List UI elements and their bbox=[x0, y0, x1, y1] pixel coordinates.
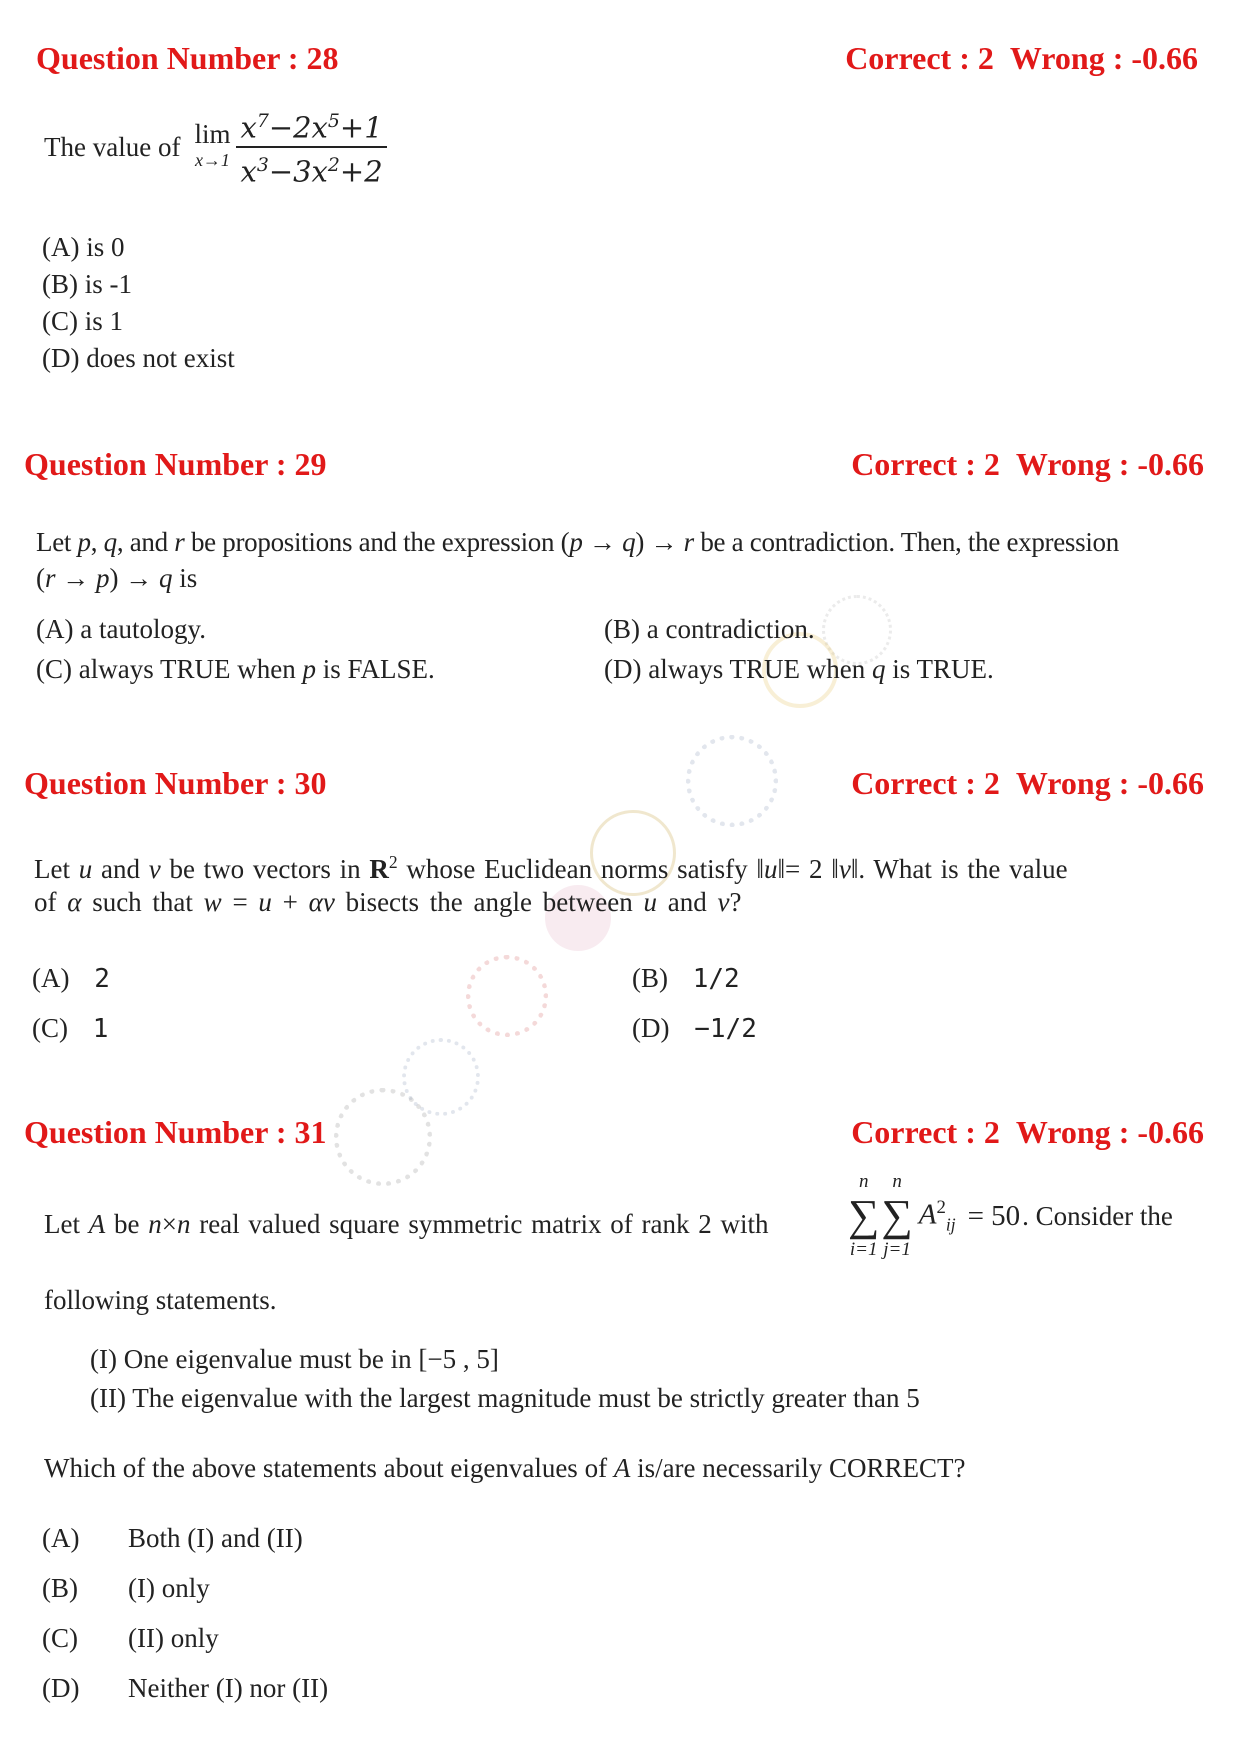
question-31-stem-line-2: following statements. bbox=[44, 1285, 277, 1315]
option-letter: (D) bbox=[632, 1013, 670, 1043]
option-b[interactable] bbox=[42, 1573, 210, 1604]
wrong-marks: Wrong : -0.66 bbox=[1009, 40, 1198, 76]
option-c[interactable] bbox=[32, 1013, 108, 1044]
option-value: 1 bbox=[92, 1014, 109, 1044]
option-a[interactable] bbox=[42, 1523, 303, 1554]
wrong-marks: Wrong : -0.66 bbox=[1015, 446, 1204, 482]
question-number-31: Question Number : 31 bbox=[24, 1114, 327, 1150]
option-d[interactable] bbox=[42, 1673, 329, 1704]
sum-i: n ∑ i=1 bbox=[848, 1171, 880, 1260]
wrong-marks: Wrong : -0.66 bbox=[1015, 765, 1204, 801]
correct-marks: Correct : 2 bbox=[851, 446, 1000, 482]
statement-2: (II) The eigenvalue with the largest magnitude must be strictly greater than 5 bbox=[90, 1383, 920, 1413]
correct-marks: Correct : 2 bbox=[851, 1114, 1000, 1150]
option-text: (II) only bbox=[128, 1623, 219, 1653]
watermark-seal-8 bbox=[334, 1088, 432, 1186]
option-d[interactable]: (D) always TRUE when q is TRUE. bbox=[604, 654, 994, 684]
option-value: −1/2 bbox=[694, 1014, 757, 1044]
question-29-stem-line-1: Let p, q, and r be propositions and the expression (p → q) → r be a contradiction. Then, the expression bbox=[36, 527, 1119, 557]
option-text: Neither (I) nor (II) bbox=[128, 1673, 329, 1703]
watermark-seal-6 bbox=[466, 955, 548, 1037]
scoring-30 bbox=[851, 765, 1204, 802]
option-letter: (B) bbox=[42, 1573, 78, 1603]
correct-marks: Correct : 2 bbox=[851, 765, 1000, 801]
option-b[interactable]: (B) a contradiction. bbox=[604, 614, 815, 644]
statement-1: (I) One eigenvalue must be in [−5 , 5] bbox=[90, 1344, 499, 1374]
question-29-stem-line-2: (r → p) → q is bbox=[36, 563, 198, 593]
double-sum-expression bbox=[848, 1170, 1173, 1262]
wrong-marks: Wrong : -0.66 bbox=[1015, 1114, 1204, 1150]
question-30-stem-line-2: of α such that w = u + αv bisects the angle between u and v? bbox=[34, 887, 742, 917]
watermark-seal-3 bbox=[686, 735, 778, 827]
limit-fraction bbox=[236, 104, 386, 189]
option-c[interactable] bbox=[42, 1623, 219, 1654]
option-d[interactable]: (D) does not exist bbox=[42, 343, 235, 373]
option-letter: (C) bbox=[32, 1013, 68, 1043]
option-text: Both (I) and (II) bbox=[128, 1523, 303, 1553]
scoring-29 bbox=[851, 446, 1204, 483]
question-31-stem-line-1: Let A be n×n real valued square symmetric matrix of rank 2 with bbox=[44, 1209, 769, 1239]
question-31-prompt: Which of the above statements about eigenvalues of A is/are necessarily CORRECT? bbox=[44, 1453, 966, 1483]
limit-operator: lim x→1 bbox=[194, 118, 231, 170]
option-c[interactable]: (C) is 1 bbox=[42, 306, 123, 336]
option-a[interactable] bbox=[32, 963, 110, 994]
option-d[interactable] bbox=[632, 1013, 757, 1044]
fraction-denominator: $x^3-3x^2+2$ bbox=[240, 154, 383, 189]
option-b[interactable]: (B) is -1 bbox=[42, 269, 132, 299]
correct-marks: Correct : 2 bbox=[845, 40, 994, 76]
option-a[interactable]: (A) a tautology. bbox=[36, 614, 206, 644]
option-c[interactable]: (C) always TRUE when p is FALSE. bbox=[36, 654, 435, 684]
question-number-29: Question Number : 29 bbox=[24, 446, 327, 482]
matrix-entry-squared: $A^2_{ij}$ bbox=[918, 1196, 956, 1235]
question-28-stem bbox=[44, 104, 387, 189]
question-number-28: Question Number : 28 bbox=[36, 40, 339, 76]
option-letter: (D) bbox=[42, 1673, 80, 1703]
option-letter: (C) bbox=[42, 1623, 78, 1653]
scoring-28 bbox=[845, 40, 1198, 77]
fraction-numerator: $x^7-2x^5+1$ bbox=[236, 104, 386, 148]
scoring-31 bbox=[851, 1114, 1204, 1151]
option-letter: (A) bbox=[32, 963, 70, 993]
question-number-30: Question Number : 30 bbox=[24, 765, 327, 801]
sum-equals: = 50 bbox=[967, 1199, 1021, 1232]
option-letter: (A) bbox=[42, 1523, 80, 1553]
question-30-stem-line-1: Let u and v be two vectors in $R^2$ whose Euclidean norms satisfy ‖u‖= 2 ‖v‖. What is the value bbox=[34, 852, 1068, 884]
sum-j: n ∑ j=1 bbox=[881, 1171, 913, 1260]
stem-prefix: The value of bbox=[44, 131, 181, 162]
stem-line-1-tail: . Consider the bbox=[1022, 1201, 1173, 1231]
option-text: (I) only bbox=[128, 1573, 210, 1603]
option-b[interactable] bbox=[632, 963, 740, 994]
option-value: 2 bbox=[94, 964, 110, 994]
option-letter: (B) bbox=[632, 963, 668, 993]
option-value: 1/2 bbox=[692, 964, 740, 994]
option-a[interactable]: (A) is 0 bbox=[42, 232, 125, 262]
